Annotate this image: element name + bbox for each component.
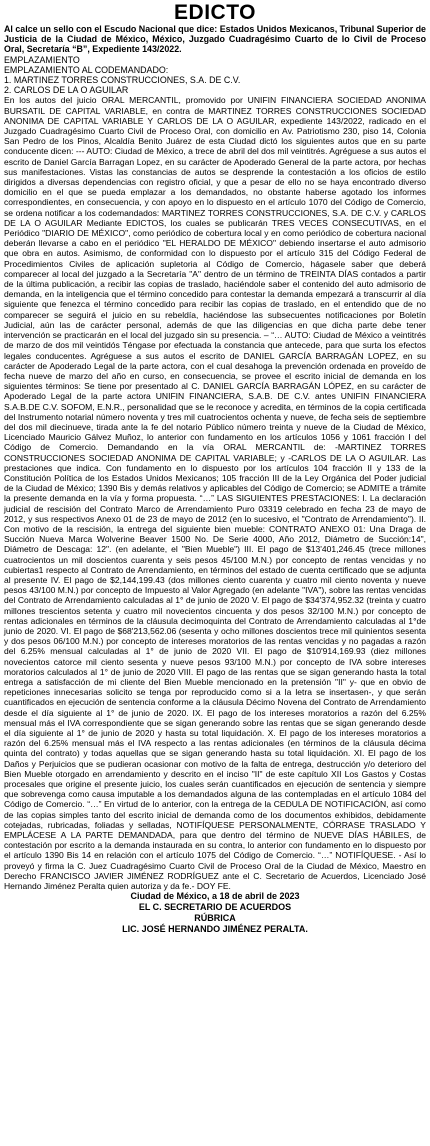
signatory-title: EL C. SECRETARIO DE ACUERDOS bbox=[138, 902, 292, 913]
edict-body-text: En los autos del juicio ORAL MERCANTIL, promovido por UNIFIN FINANCIERA SOCIEDAD ANONIMA BURSATIL DE CAPITAL VARIABLE, en contra de MARTINEZ TORRES CONSTRUCCIONES SOCIEDAD ANONIMA DE CAPITAL VARIABLE Y CARLOS DE LA O AGUILAR, expediente 143/2022, radicado en el Juzgado Cuadragésimo Cuarto Civil de Proceso Oral, con domicilio en Av. Patriotismo 230, piso 14, Colonia San Pedro de los Pinos, Alcaldía Benito Juárez de esta Ciudad dictó los siguientes autos que en su parte conducente dicen: --- AUTO: Ciudad de México, a trece de abril del dos mil veintitrés. Agréguese a sus autos el escrito de Daniel García Barragan Lopez, en su carácter de Apoderado General de la parte actora, por hechas sus manifestaciones. Vistas las constancias de autos se desprende la contestación a los oficios de estilo dirigidos a diversas dependencias con registro oficial, y que a pesar de ello no se haya encontrado diverso domicilio en el que se pueda emplazar a los demandados, no obstante haberse agotado los informes correspondientes, en consecuencia, y con apoyo en lo dispuesto en el artículo 1070 del Código de Comercio, se ordena notificar a los codemandados: MARTINEZ TORRES CONSTRUCCIONES, S.A. DE C.V. y CARLOS DE LA O AGUILAR Mediante EDICTOS, los cuales se publicarán TRES VECES CONSECUTIVAS, en el Periódico "DIARIO DE MÉXICO", como periódico de cobertura local y en como periódico de cobertura nacional deberán llevarse a cabo en el periódico "EL HERALDO DE MÉXICO" debiendo insertarse el auto admisorio que obra en autos. Asimismo, de conformidad con lo dispuesto por el artículo 315 del Código Federal de Procedimientos Civiles de aplicación supletoria al Código de Comercio, hágasele saber que deberá comparecer al local del juzgado a la Secretaría "A" dentro de un término de TREINTA DÍAS contados a partir de la última publicación, a recibir las copias de traslado, haciéndole saber el contenido del auto admisorio de demanda, en la inteligencia que el término concedido para contestar la demanda empezará a transcurrir al día siguiente que fenezca el término concedido para recibir las copias de traslado, en el entendido que de no comparecer se seguirá el juicio en su rebeldía, haciéndose las subsecuentes notificaciones por Boletín Judicial, aún las de carácter personal, además de que las diligencias en que dicha parte debe tener intervención se practicarán en el local del juzgado sin su presencia. – “… AUTO: Ciudad de México a veintitrés de marzo de dos mil veintidós Téngase por efectuada la constancia que antecede, para que surta los efectos legales conducentes. Agréguese a sus autos el escrito de DANIEL GARCÍA BARRAGÁN LOPEZ, en su carácter de Apoderado Legal de la parte actora, con el cual desahoga la prevención ordenada en proveído de fecha nueve de marzo del año en curso, en consecuencia, se provee el escrito inicial de demanda en los siguientes términos: Se tiene por presentado al C. DANIEL GARCÍA BARRAGÁN LÓPEZ, en su carácter de Apoderado Legal de la parte actora UNIFIN FINANCIERA, S.A.B. DE C.V. antes UNIFIN FINANCIERA S.A.B.DE C.V. SOFOM, E.N.R., personalidad que se le reconoce y acredita, en términos de la copia certificada del Instrumento notarial número noventa y tres mil cuatrocientos ochenta y nueve, de fecha seis de septiembre del dos mil diecinueve, tirada ante la fe del notario Público número treinta y nueve de la Ciudad de México, Licenciado Mauricio Gálvez Muñoz, lo anterior con fundamento en los artículos 1056 y 1061 fracción I del Código de Comercio. Demandando en la vía ORAL MERCANTIL de: -MARTINEZ TORRES CONSTRUCCIONES SOCIEDAD ANONIMA DE CAPITAL VARIABLE; y -CARLOS DE LA O AGUILAR. Las prestaciones que indica. Con fundamento en lo dispuesto por los artículos 104 fracción II y 133 de la Constitución Política de los Estados Unidos Mexicanos; 105 fracción III de la Ley Orgánica del Poder judicial de la Ciudad de México; 1390 Bis y demás relativos y aplicables del Código de Comercio; se ADMITE a trámite la presente demanda en la vía y forma propuesta. “…” LAS SIGUIENTES PRESTACIONES: I. La declaración judicial de rescisión del Contrato Marco de Arrendamiento Puro 03319 celebrado en fecha 23 de mayo de 2012, y sus respectivos Anexo 01 de 23 de mayo de 2012 (en lo sucesivo, el "Contrato de Arrendamiento"). II. Con motivo de la rescisión, la entrega del siguiente bien mueble: CONTRATO ANEXO 01: Una Draga de Succión Nueva Marca Wolverine Beaver 1500 No. De Serie 4000, Año 2012, Diámetro de Succión:14", Diámetro de Descaga: 12". (en adelante, el "Bien Mueble") III. El pago de $13'401,246.45 (trece millones cuatrocientos un mil doscientos cuarenta y seis pesos 45/100 M.N.) por concepto de rentas vencidas y no cubiertas1 respecto al Contrato de Arrendamiento, en términos del estado de cuenta certificado que se adjunta al presente IV. El pago de $2,144,199.43 (dos millones ciento cuarenta y cuatro mil ciento noventa y nueve pesos 43/100 M.N.) por concepto de Impuesto al Valor Agregado (en adelante "IVA"), sobre las rentas vencidas del Contrato de Arrendamiento calculadas al 1° de junio de 2020 V. El pago de $34'374,952.32 (treinta y cuatro millones trescientos setenta y cuatro mil novecientos cincuenta y dos pesos 32/100 M.N.) por concepto de rentas adicionales en términos de la cláusula decimoquinta del Contrato de Arrendamiento calculadas al 1°de junio de 2020. VI. El pago de $68'213,562.06 (sesenta y ocho millones doscientos trece mil quinientos sesenta y dos pesos 06/100 M.N.) por concepto de intereses moratorios de las rentas vencidas y no pagadas a razón del 6.25% mensual calculadas al 1° de junio de 2020 VII. El pago de $10'914,169.93 (diez millones novecientos catorce mil ciento sesenta y nueve pesos 93/100 M.N.) por concepto de IVA sobre intereses moratorios calculados al 1° de junio de 2020 VIII. El pago de las rentas que se sigan generando hasta la total entrega a satisfacción de mi cliente del Bien Mueble mencionado en la pretensión "II" y- que en obvio de repeticiones innecesarias solicito se tenga por reproducido como si a la letra se insertasen-, y que serán cuantificados en ejecución de sentencia conforme a la cláusula Décimo Novena del Contrato de Arrendamiento desde el día siguiente al 1° de junio de 2020. IX. El pago de los intereses moratorios a razón del 6.25% mensual más el IVA correspondiente que se sigan generando sobre las rentas que se sigan generando desde el día siguiente al 1° de junio de 2020 y hasta su total liquidación. X. El pago de los intereses moratorios a razón del 6.25% mensual más el IVA respecto a las rentas adicionales (en términos de la cláusula décima quinta del contrato) y todas aquellas que se sigan generando hasta su total liquidación. XI. El pago de los Daños y Perjuicios que se pudieran ocasionar con motivo de la falta de entrega, destrucción y/o deterioro del Bien Mueble otorgado en arrendamiento y descrito en el inciso "II" de este capítulo XII Los Gastos y Costas procesales que origine el presente juicio, los cuales serán cuantificados en ejecución de sentencia y siempre que sobrevenga como causa imputable a los demandados alguna de las contempladas en el artículo 1084 del Código de Comercio. “…” En virtud de lo anterior, con la entrega de la CEDULA DE NOTIFICACIÓN, así como de las copias simples tanto del escrito inicial de demanda como de los documentos exhibidos, debidamente cotejadas, rubricadas, foliadas y selladas, NOTIFÍQUESE PERSONALMENTE, CÓRRASE TRASLADO Y EMPLÁCESE A LA PARTE DEMANDADA, para que dentro del término de NUEVE DÍAS HÁBILES, de contestación por escrito a la demanda instaurada en su contra, lo anterior con fundamento en lo dispuesto por el artículo 1390 Bis 14 en relación con el artículo 1075 del Código de Comercio. “…” NOTIFÍQUESE. - Así lo proveyó y firma la C. Juez Cuadragésimo Cuarto Civil de Proceso Oral de la Ciudad de México, Maestro en Derecho FRANCISCO JAVIER JIMÉNEZ RODRÍGUEZ ante el C. Secretario de Acuerdos, Licenciado José Hernando Jiménez Peralta quien autoriza y da fe.- DOY FE. bbox=[4, 95, 426, 892]
codemandado-item: 2. CARLOS DE LA O AGUILAR bbox=[4, 85, 129, 96]
emplazamiento-heading: EMPLAZAMIENTO bbox=[4, 54, 80, 65]
edict-title: EDICTO bbox=[174, 1, 256, 24]
court-seal-description: Al calce un sello con el Escudo Nacional que dice: Estados Unidos Mexicanos, Tribunal Superior de Justicia de la Ciudad de México, México, Juzgado Cuadragésimo Cuarto de lo Civil de Proceso Oral, Secretaría “B”, Expediente 143/2022. bbox=[4, 24, 426, 55]
signatory-name: LIC. JOSÉ HERNANDO JIMÉNEZ PERALTA. bbox=[122, 923, 308, 934]
codemandado-heading: EMPLAZAMIENTO AL CODEMANDADO: bbox=[4, 64, 169, 75]
date-line: Ciudad de México, a 18 de abril de 2023 bbox=[130, 891, 300, 902]
codemandado-item: 1. MARTINEZ TORRES CONSTRUCCIONES, S.A. DE C.V. bbox=[4, 75, 241, 86]
rubrica-label: RÚBRICA bbox=[194, 912, 236, 923]
